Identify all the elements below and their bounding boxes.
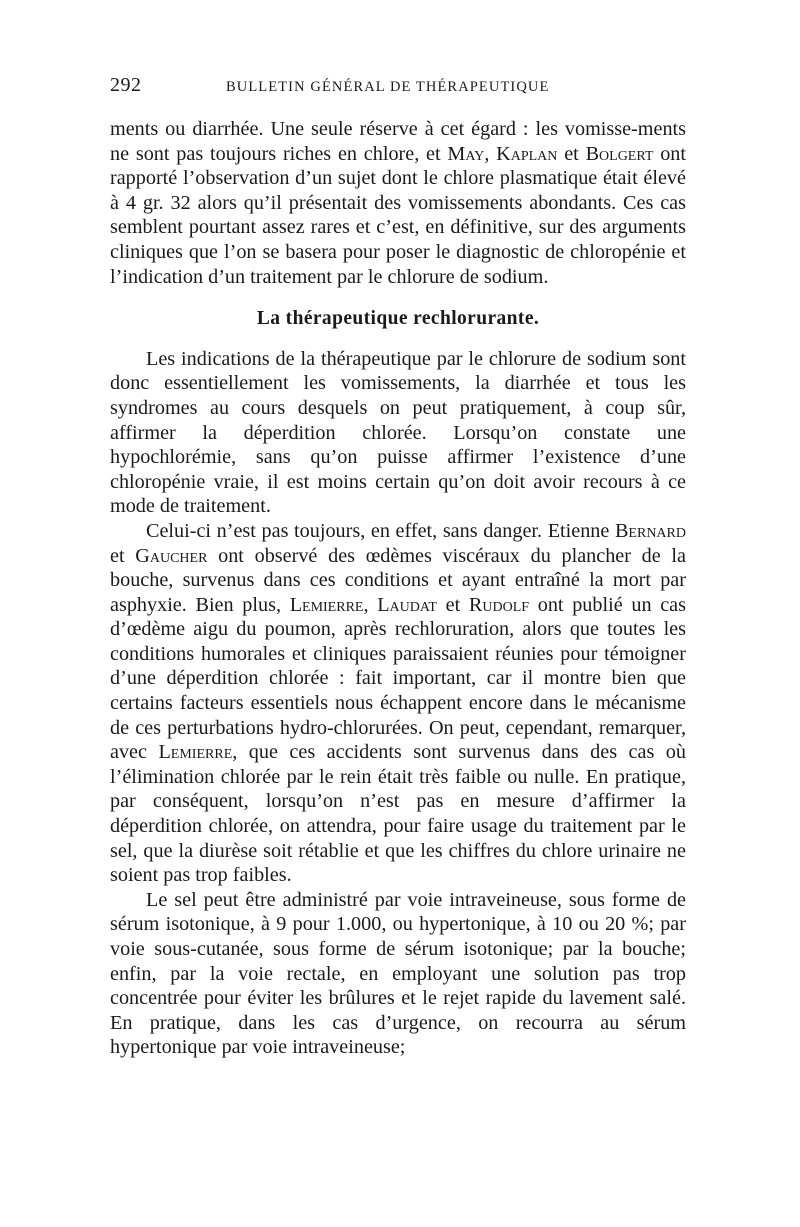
author-name: Gaucher bbox=[135, 544, 208, 567]
author-name: Rudolf bbox=[468, 593, 530, 616]
page-number: 292 bbox=[110, 74, 142, 96]
author-name: May bbox=[447, 142, 485, 165]
running-title: BULLETIN GÉNÉRAL DE THÉRAPEUTIQUE bbox=[226, 79, 550, 95]
author-name: Bolgert bbox=[585, 142, 654, 165]
paragraph-indications: Les indications de la thérapeutique par le chlorure de sodium sont donc essentiellement les vomissements, la diarrhée et tous les syndromes au cours desquels on peut pratiquement, à coup sûr, affirmer la déperdition chlorée. Lorsqu’on constate une hypochlorémie, sans qu’on puisse affirmer l’existence d’une chloropénie vraie, il est moins certain qu’on doit avoir recours à ce mode de traitement. bbox=[110, 347, 686, 518]
author-name: Lemierre bbox=[158, 741, 233, 764]
author-name: Kaplan bbox=[496, 142, 558, 165]
paragraph-continuation: ments ou diarrhée. Une seule réserve à cet égard : les vomisse-ments ne sont pas toujours riches en chlore, et May, Kaplan et Bolgert ont rapporté l’observation d’un sujet dont le chlore plasmatique était élevé à 4 gr. 32 alors qu’il présentait des vomissements abondants. Ces cas semblent pourtant assez rares et c’est, en définitive, sur des arguments cliniques que l’on se basera pour poser le diagnostic de chloropénie et l’indication d’un traitement par le chlorure de sodium. bbox=[110, 118, 686, 288]
author-name: Lemierre bbox=[289, 593, 364, 616]
section-heading: La thérapeutique rechlorurante. bbox=[256, 308, 540, 330]
paragraph-dangers: Celui-ci n’est pas toujours, en effet, sans danger. Etienne Bernard et Gaucher ont observé des œdèmes viscéraux du plancher de la bouche, survenus dans ces conditions et ayant entraîné la mort par asphyxie. Bien plus, Lemierre, Laudat et Rudolf ont publié un cas d’œdème aigu du poumon, après rechloruration, alors que toutes les conditions humorales et cliniques paraissaient réunies pour témoigner d’une déperdition chlorée : fait important, car il montre bien que certains facteurs essentiels nous échappent encore dans le mécanisme de ces perturbations hydro-chlorurées. On peut, cependant, remarquer, avec Lemierre, que ces accidents sont survenus dans des cas où l’élimination chlorée par le rein était très faible ou nulle. En pratique, par conséquent, lorsqu’on n’est pas en mesure d’affirmer la déperdition chlorée, on attendra, pour faire usage du traitement par le sel, que la diurèse soit rétablie et que les chiffres du chlore urinaire ne soient pas trop faibles. bbox=[110, 519, 687, 887]
body-text bbox=[110, 117, 686, 1060]
book-page bbox=[110, 70, 686, 1060]
author-name: Bernard bbox=[614, 519, 686, 542]
page-header bbox=[110, 70, 686, 100]
author-name: Laudat bbox=[377, 593, 437, 616]
paragraph-administration: Le sel peut être administré par voie intraveineuse, sous forme de sérum isotonique, à 9 pour 1.000, ou hypertonique, à 10 ou 20 %; par voie sous-cutanée, sous forme de sérum isotonique; par la bouche; enfin, par la voie rectale, en employant une solution pas trop concentrée pour éviter les brûlures et le rejet rapide du lavement salé. En pratique, dans les cas d’urgence, on recourra au sérum hypertonique par voie intraveineuse; bbox=[110, 888, 686, 1059]
